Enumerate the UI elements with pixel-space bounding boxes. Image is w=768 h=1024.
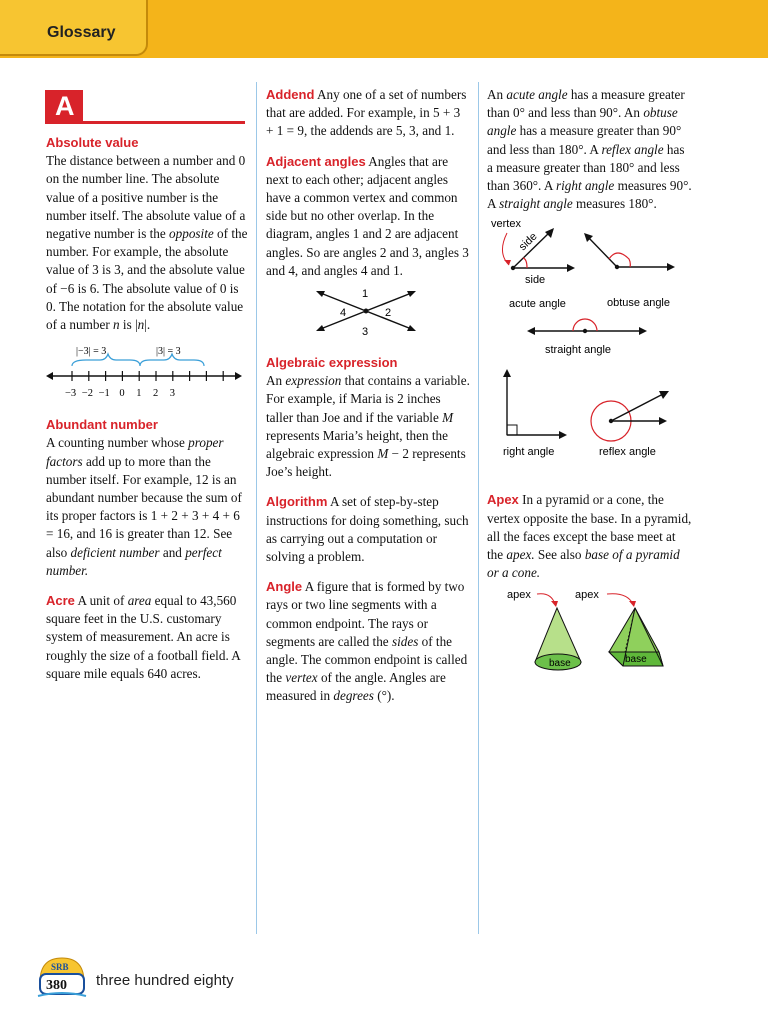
number-line-tick-label: 2: [153, 388, 159, 400]
definition-emphasis: degrees: [333, 688, 374, 704]
page-number-words: three hundred eighty: [96, 972, 234, 989]
entry-algorithm: [266, 493, 470, 566]
definition-text: measures 90°. A: [487, 178, 692, 212]
definition-emphasis: acute angle: [506, 87, 568, 102]
number-line-tick-label: −3: [65, 388, 77, 400]
column-divider: [478, 82, 479, 934]
pointer-arrowhead: [629, 601, 636, 607]
definition-emphasis: n: [113, 317, 120, 333]
page-number: 380: [46, 978, 67, 993]
side-label: side: [525, 274, 546, 287]
arrowhead: [527, 327, 535, 335]
definition-text: The distance between a number and 0 on the number line. The absolute value of a positive number is the number itself. The absolute value of a negative number is the: [46, 153, 246, 242]
arrowhead: [639, 327, 647, 335]
definition-emphasis: reflex angle: [601, 141, 664, 157]
column-2: [266, 86, 470, 718]
letter-divider: [45, 121, 245, 124]
right-angle-label: right angle: [503, 446, 555, 459]
definition-emphasis: perfect number.: [46, 544, 222, 578]
reflex-side-b: [611, 393, 665, 421]
definition-text: and: [159, 544, 186, 560]
arrow-left: [46, 372, 53, 380]
angle-label-2: 2: [385, 307, 392, 320]
vertex-label: vertex: [491, 218, 521, 231]
definition-text: In a pyramid or a cone, the vertex opposite the base. In a pyramid, all the faces except the base meet at the: [487, 492, 692, 563]
definition-emphasis: expression: [285, 373, 342, 389]
definition-emphasis: proper factors: [46, 435, 224, 469]
absolute-value-label-right: |3| = 3: [156, 346, 181, 358]
term-apex: Apex: [487, 492, 519, 508]
definition-emphasis: obtuse angle: [487, 105, 678, 139]
definition-text: An: [487, 87, 507, 102]
vertex-point: [511, 266, 515, 270]
cone-base-label: base: [549, 658, 571, 670]
definition-emphasis: sides: [391, 633, 419, 649]
definition-text: represents Maria’s height, then the algebraic expression: [266, 427, 449, 462]
entry-absolute-value: [46, 134, 248, 404]
column-1: [46, 134, 248, 695]
angle-label-4: 4: [340, 307, 347, 320]
number-line-tick-label: 3: [169, 388, 176, 400]
definition-emphasis: straight angle: [499, 196, 573, 212]
term-abundant-number: Abundant number: [46, 417, 158, 433]
entry-algebraic-expression: [266, 354, 470, 481]
term-addend: Addend: [266, 87, 315, 102]
definition-text: A counting number whose: [46, 435, 189, 451]
definition-text: (°).: [373, 688, 395, 704]
definition-emphasis: n: [137, 317, 145, 333]
arrowhead: [659, 417, 667, 425]
definition-text: A set of step-by-step instructions for doing something, such as carrying out a computation or solving a problem.: [266, 494, 469, 565]
definition-text: add up to more than the number itself. For example, 12 is an abundant number because the sum of its proper factors is 1 + 2 + 3 + 4 + 6 = 16, and 16 is greater than 12. See also: [46, 453, 242, 560]
column-divider: [256, 82, 257, 934]
pyramid-base-label: base: [625, 654, 647, 666]
number-line-tick-label: 1: [136, 388, 142, 400]
definition-text: An: [266, 373, 286, 389]
angle-types-diagram: [487, 213, 693, 479]
adjacent-angles-diagram: [266, 280, 470, 342]
definition-text: has a measure greater than 0° and less than 90°. An: [487, 87, 685, 121]
number-line-diagram: [46, 342, 246, 404]
number-line-tick-label: 0: [119, 388, 125, 400]
angle-label-3: 3: [362, 326, 369, 339]
obtuse-angle-arc: [609, 253, 630, 267]
definition-text: of the number. For example, the absolute value of 3 is 3, and the absolute value of −6 is 6. The absolute value of 0 is 0. The notation for the absolute value of a number: [46, 226, 248, 333]
definition-text: has a measure greater than 90° and less than 180°. A: [487, 123, 682, 157]
number-line-tick-label: −1: [98, 388, 110, 400]
entry-acre: [46, 592, 248, 683]
definition-text: Any one of a set of numbers that are added. For example, in 5 + 3 + 1 = 9, the addends are 5, 3, and 1.: [266, 87, 467, 139]
right-angle-marker: [507, 425, 517, 435]
angle-label-1: 1: [362, 288, 369, 301]
vertex-point: [615, 265, 619, 269]
definition-emphasis: vertex: [285, 670, 318, 686]
definition-text: A unit of: [74, 593, 128, 609]
definition-text: of the angle. Angles are measured in: [266, 670, 446, 704]
entry-addend: [266, 86, 470, 141]
apex-label-pyramid: apex: [575, 589, 599, 602]
term-adjacent-angles: Adjacent angles: [266, 153, 366, 169]
definition-text: has a measure greater than 180° and less than 360°. A: [487, 141, 685, 194]
definition-emphasis: base of a pyramid or a cone.: [487, 547, 680, 581]
term-acre: Acre: [46, 593, 75, 609]
definition-text: of the angle. The common endpoint is called the: [266, 633, 468, 686]
section-title: Glossary: [47, 24, 116, 41]
apex-diagram: [487, 582, 693, 682]
vertex-point: [609, 419, 613, 423]
apex-label-cone: apex: [507, 589, 531, 602]
vertex-point: [583, 329, 587, 333]
definition-text: − 2 represents Joe’s height.: [266, 446, 466, 480]
letter-heading: A: [55, 91, 75, 121]
acute-angle-label: acute angle: [509, 298, 566, 311]
definition-text: measures 180°.: [572, 196, 657, 212]
acute-angle-arc: [523, 258, 527, 268]
entry-angle-types: [487, 86, 693, 479]
term-angle: Angle: [266, 579, 303, 595]
entry-apex: [487, 491, 693, 682]
term-absolute-value: Absolute value: [46, 135, 139, 150]
page-number-badge: [34, 952, 90, 1000]
definition-emphasis: right angle: [556, 178, 615, 194]
definition-text: Angles that are next to each other; adjacent angles have a common vertex and common side but no other overlap. In the diagram, angles 1 and 2 are adjacent angles. So are angles 2 and 3, angles 3 and 4, and angles 4 and 1.: [266, 153, 469, 278]
column-3: [487, 86, 693, 694]
apex-pointer: [607, 594, 633, 604]
arrowhead: [567, 264, 575, 272]
definition-emphasis: area: [127, 593, 152, 609]
pointer-arrowhead: [504, 260, 511, 265]
definition-emphasis: opposite: [169, 226, 214, 242]
arrowhead: [503, 369, 511, 377]
definition-text: A figure that is formed by two rays or two line segments with a common endpoint. The rays or segments are called the: [266, 579, 465, 649]
badge-label: SRB: [51, 962, 69, 972]
arrowhead: [667, 263, 675, 271]
arrow-right: [235, 372, 242, 380]
obtuse-angle-label: obtuse angle: [607, 297, 670, 310]
definition-emphasis: M: [377, 446, 389, 462]
definition-text: that contains a variable. For example, if Maria is 2 inches taller than Joe and if the variable: [266, 373, 470, 425]
arrowhead: [559, 431, 567, 439]
definition-text: equal to 43,560 square feet in the U.S. customary system of measurement. An acre is roughly the size of a football field. A square mile equals 640 acres.: [46, 593, 241, 681]
term-algebraic-expression: Algebraic expression: [266, 355, 398, 371]
reflex-angle-label: reflex angle: [599, 446, 656, 459]
definition-emphasis: deficient number: [70, 544, 160, 560]
definition-emphasis: M: [442, 409, 454, 425]
obtuse-side-b: [587, 236, 617, 267]
entry-abundant-number: [46, 416, 248, 580]
term-algorithm: Algorithm: [266, 494, 328, 510]
pointer-arrowhead: [551, 601, 558, 607]
absolute-value-label-left: |−3| = 3: [76, 346, 107, 358]
straight-angle-label: straight angle: [545, 344, 612, 357]
entry-adjacent-angles: [266, 153, 470, 342]
definition-emphasis: apex.: [506, 547, 535, 563]
number-line-tick-label: −2: [81, 388, 93, 400]
entry-angle: [266, 578, 470, 705]
vertex-point: [364, 309, 369, 314]
definition-text: See also: [534, 547, 585, 563]
definition-text: |.: [144, 317, 151, 333]
side-label-rotated: side: [516, 230, 540, 254]
definition-text: is |: [119, 317, 138, 333]
